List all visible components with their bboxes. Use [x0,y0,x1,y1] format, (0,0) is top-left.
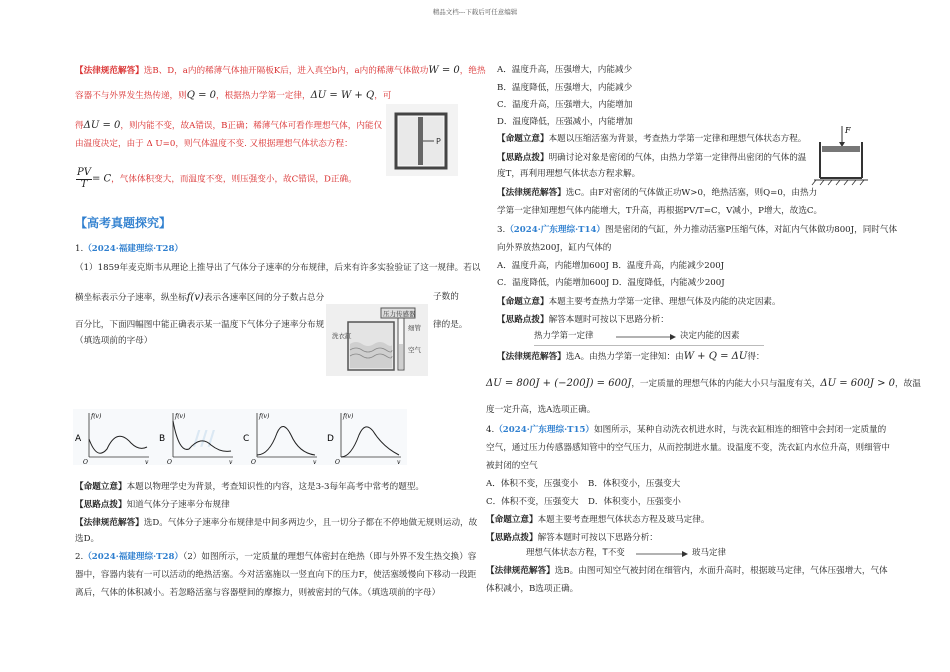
graph-origin: O [167,459,172,465]
question-2-line-1 [75,552,476,563]
q3-solution-line-1 [497,351,765,364]
math-inequality: ΔU = 600J > 0 [820,378,895,389]
q1-solution-line-1 [75,518,477,529]
solution-tag: 【法律规范解答】 [497,352,566,362]
q2-solution-line-2: 学第一定律知理想气体内能增大，T升高，再根据PV/T=C，V减小，P增大，故选C。 [497,206,823,216]
figure-label-p: P [436,137,441,146]
graph-v-label: v [145,459,149,465]
question-4-line-2: 空气，通过压力传感器感知管中的空气压力，从而控制进水量。设温度不变，洗衣缸内水位升高，则细管中 [486,443,890,453]
graph-origin: O [335,459,340,465]
answer-paragraph-line-4: 由温度决定，由于 Δ U=0，则气体温度不变. 又根据理想气体状态方程： [75,139,353,149]
intent-tag: 【命题立意】 [75,482,127,492]
hint-text: 明确讨论对象是密闭的气体，由热力学第一定律得出密闭的气体的温 [548,153,807,163]
answer-paragraph-line-3 [75,120,382,133]
graph-axis-label: f(v) [175,413,186,420]
intent-tag: 【命题立意】 [497,134,549,144]
question-2-line-2: 器中，容器内装有一可以活动的绝热活塞。今对活塞施以一竖直向下的压力F，使活塞缓慢向下移动一段距 [75,570,477,580]
question-number: 3. [497,225,506,235]
solution-text: 得： [747,352,765,362]
intent-text: 本题以物理学史为背景，考查知识性的内容，这是3-3每年高考中常考的题型。 [126,482,425,492]
q4-option-a: A．体积不变，压强变小 [486,479,579,489]
solution-text: 选B。由图可知空气被封闭在细管内，水面升高时，根据玻马定律，气体压强增大，气体 [554,566,888,576]
q3-solution-line-3: 度一定升高，选A选项正确。 [486,405,596,415]
graph-v-label: v [313,459,317,465]
question-3-line-1 [497,225,897,236]
q4-option-b: B．体积变小，压强变大 [588,479,681,489]
intent-tag: 【命题立意】 [497,297,549,307]
q3-intent [497,297,781,308]
q2-hint-line-1 [497,153,806,164]
question-1-line-2-end: 子数的 [433,292,459,302]
graph-letter: A [75,434,82,444]
flow-diagram-1 [534,330,764,346]
answer-text: ，绝热 [459,66,486,76]
math-fv: f(v) [186,292,204,303]
q3-option-a: A．温度升高，内能增加600J [497,261,609,271]
q4-hint [486,533,658,544]
question-2-line-3: 离后，气体的体积减小。若忽略活塞与容器壁间的摩擦力，则被密封的气体。（填选项前的字母） [75,588,441,598]
graph-axis-label: f(v) [91,413,102,420]
answer-tag: 【法律规范解答】 [75,66,144,76]
solution-tag: 【法律规范解答】 [486,566,555,576]
answer-paragraph-line-1 [75,65,486,78]
answer-text: ，则内能不变，故A错误，B正确；稀薄气体可看作理想气体，内能仅 [120,121,383,131]
question-text: 表示各速率区间的分子数占总分 [203,293,325,303]
question-source: （2024·广东理综·T14） [505,225,606,235]
answer-text: 选B、D，a内的稀薄气体抽开隔板K后，进入真空b内，a内的稀薄气体做功 [143,66,429,76]
flow-arrow-icon [636,549,688,559]
hint-text: 知道气体分子速率分布规律 [126,500,230,510]
figure-label-f: F [845,126,851,135]
math-calculation: ΔU = 800J + (−200J) = 600J [486,378,632,389]
math-first-law: W + Q = ΔU [683,351,748,362]
question-1-line-3-end: 律的是。 [433,320,468,330]
cylinder-piston-figure [386,104,458,176]
q2-option-c: C．温度升高，压强增大，内能增加 [497,100,633,110]
graph-letter: D [327,434,334,444]
figure-label-air: 空气 [408,346,421,354]
question-text: 如图所示，某种自动洗衣机进水时，与洗衣缸相连的细管中会封闭一定质量的 [594,425,887,435]
question-text: （2）如图所示，一定质量的理想气体密封在绝热（即与外界不发生热交换）容 [183,552,477,562]
question-source: （2024·福建理综·T28） [83,552,184,562]
solution-text: ，一定质量的理想气体的内能大小只与温度有关， [631,379,821,389]
q3-option-b: B．温度升高，内能减少200J [612,261,725,271]
q1-hint [75,500,230,511]
question-4-line-1 [486,425,886,436]
q3-option-d: D．温度降低，内能减少200J [612,278,725,288]
flow-right-label: 玻马定律 [692,548,727,558]
graph-letter: B [159,434,166,444]
q3-option-c: C．温度降低，内能增加600J [497,278,610,288]
q2-option-a: A．温度升高，压强增大，内能减少 [497,65,633,75]
q2-intent [497,134,806,145]
answer-text: ，根据热力学第一定律， [216,91,311,101]
piston-force-figure [808,124,868,188]
question-4-line-3: 被封闭的空气 [486,461,538,471]
q1-intent [75,482,424,493]
fraction-pv-over-t [76,168,92,190]
q4-option-c: C．体积不变，压强变大 [486,497,579,507]
q3-solution-line-2 [486,378,921,391]
intent-tag: 【命题立意】 [486,515,538,525]
answer-text: 容器不与外界发生热传递，则 [75,91,187,101]
question-source: （2024·广东理综·T15） [494,425,595,435]
solution-text: 选A。由热力学第一定律知：由 [565,352,684,362]
question-number: 4. [486,425,495,435]
q4-solution-line-1 [486,566,888,577]
q2-option-d: D．温度降低，压强减小，内能增加 [497,117,633,127]
question-number: 1. [75,244,84,254]
question-text: 横坐标表示分子速率，纵坐标 [75,293,187,303]
question-1-line-2 [75,292,324,305]
question-1-line-3: 百分比，下面四幅图中能正确表示某一温度下气体分子速率分布规 [75,320,325,330]
graph-option-d [325,409,405,465]
page-header: 精品文档---下载后可任意编辑 [432,8,518,16]
figure-label-sensor: 压力传感器 [383,310,416,318]
graph-option-c [241,409,321,465]
graph-axis-label: f(v) [259,413,270,420]
fraction-rhs: = C [91,173,112,185]
q2-solution-line-1 [497,188,817,199]
question-1-header [75,244,183,255]
graph-letter: C [243,434,250,444]
hint-tag: 【思路点拨】 [75,500,127,510]
section-title: 【高考真题探究】 [75,216,172,230]
solution-text: 选D。气体分子速率分布规律是中间多两边少，且一切分子都在不停地做无规则运动，故 [143,518,478,528]
answer-paragraph-line-2 [75,90,391,103]
ideal-gas-law-line [76,168,357,190]
math-du-zero: ΔU = 0 [83,120,121,131]
q4-solution-line-2: 体积减小，B选项正确。 [486,584,579,594]
graph-v-label: v [229,459,233,465]
graph-v-label: v [397,459,401,465]
flow-diagram-2 [526,547,766,563]
hint-text: 解答本题时可按以下思路分析： [537,533,658,543]
flow-arrow-icon [616,332,676,342]
figure-label-tube: 细管 [408,324,421,332]
solution-tag: 【法律规范解答】 [75,518,144,528]
q2-option-b: B．温度降低，压强增大，内能减少 [497,83,633,93]
question-source: （2024·福建理综·T28） [83,244,184,254]
washing-machine-figure [326,304,428,376]
q4-intent [486,515,709,526]
math-w-zero: W = 0 [428,65,460,76]
answer-text: ，可 [374,91,392,101]
graph-option-b [157,409,237,465]
hint-tag: 【思路点拨】 [497,153,549,163]
watermark: /// [193,426,215,450]
question-3-line-2: 向外界放热200J，缸内气体的 [497,243,612,253]
math-q-zero: Q = 0 [186,90,217,101]
question-1-line-1: （1）1859年麦克斯韦从理论上推导出了气体分子速率的分布规律，后来有许多实验验证了这一规律。若以 [75,263,481,273]
question-1-line-4: （填选项前的字母） [75,336,153,346]
question-text: 图是密闭的气缸，外力推动活塞P压缩气体，对缸内气体做功800J，同时气体 [605,225,898,235]
answer-text: 得 [75,121,84,131]
solution-text: 选C。由F对密闭的气体做正功W>0，绝热活塞，则Q=0，由热力 [565,188,818,198]
graph-origin: O [251,459,256,465]
graph-axis-label: f(v) [343,413,354,420]
q4-option-d: D．体积变小，压强变小 [588,497,681,507]
math-first-law: ΔU = W + Q [310,90,375,101]
flow-left-label: 热力学第一定律 [534,331,594,341]
hint-text: 解答本题时可按以下思路分析： [548,315,669,325]
q3-hint [497,315,669,326]
flow-left-label: 理想气体状态方程，T不变 [526,548,625,558]
graph-origin: O [83,459,88,465]
q2-hint-line-2: 度T，再利用理想气体状态方程求解。 [497,169,641,179]
fraction-denominator: T [80,178,88,190]
solution-tag: 【法律规范解答】 [497,188,566,198]
distribution-graphs [73,409,407,465]
flow-right-label: 决定内能的因素 [680,331,740,341]
intent-text: 本题以压缩活塞为背景，考查热力学第一定律和理想气体状态方程。 [548,134,807,144]
intent-text: 本题主要考查理想气体状态方程及玻马定律。 [537,515,710,525]
hint-tag: 【思路点拨】 [486,533,538,543]
intent-text: 本题主要考查热力学第一定律、理想气体及内能的决定因素。 [548,297,781,307]
fraction-numerator: PV [77,167,91,178]
graph-option-a [73,409,153,465]
q1-solution-line-2: 选D。 [75,534,100,544]
answer-text: ，气体体积变大，而温度不变，则压强变小，故C错误，D正确。 [111,174,357,185]
question-number: 2. [75,552,84,562]
solution-text: ，故温 [895,379,921,389]
figure-label-tub: 洗衣缸 [332,332,352,340]
hint-tag: 【思路点拨】 [497,315,549,325]
